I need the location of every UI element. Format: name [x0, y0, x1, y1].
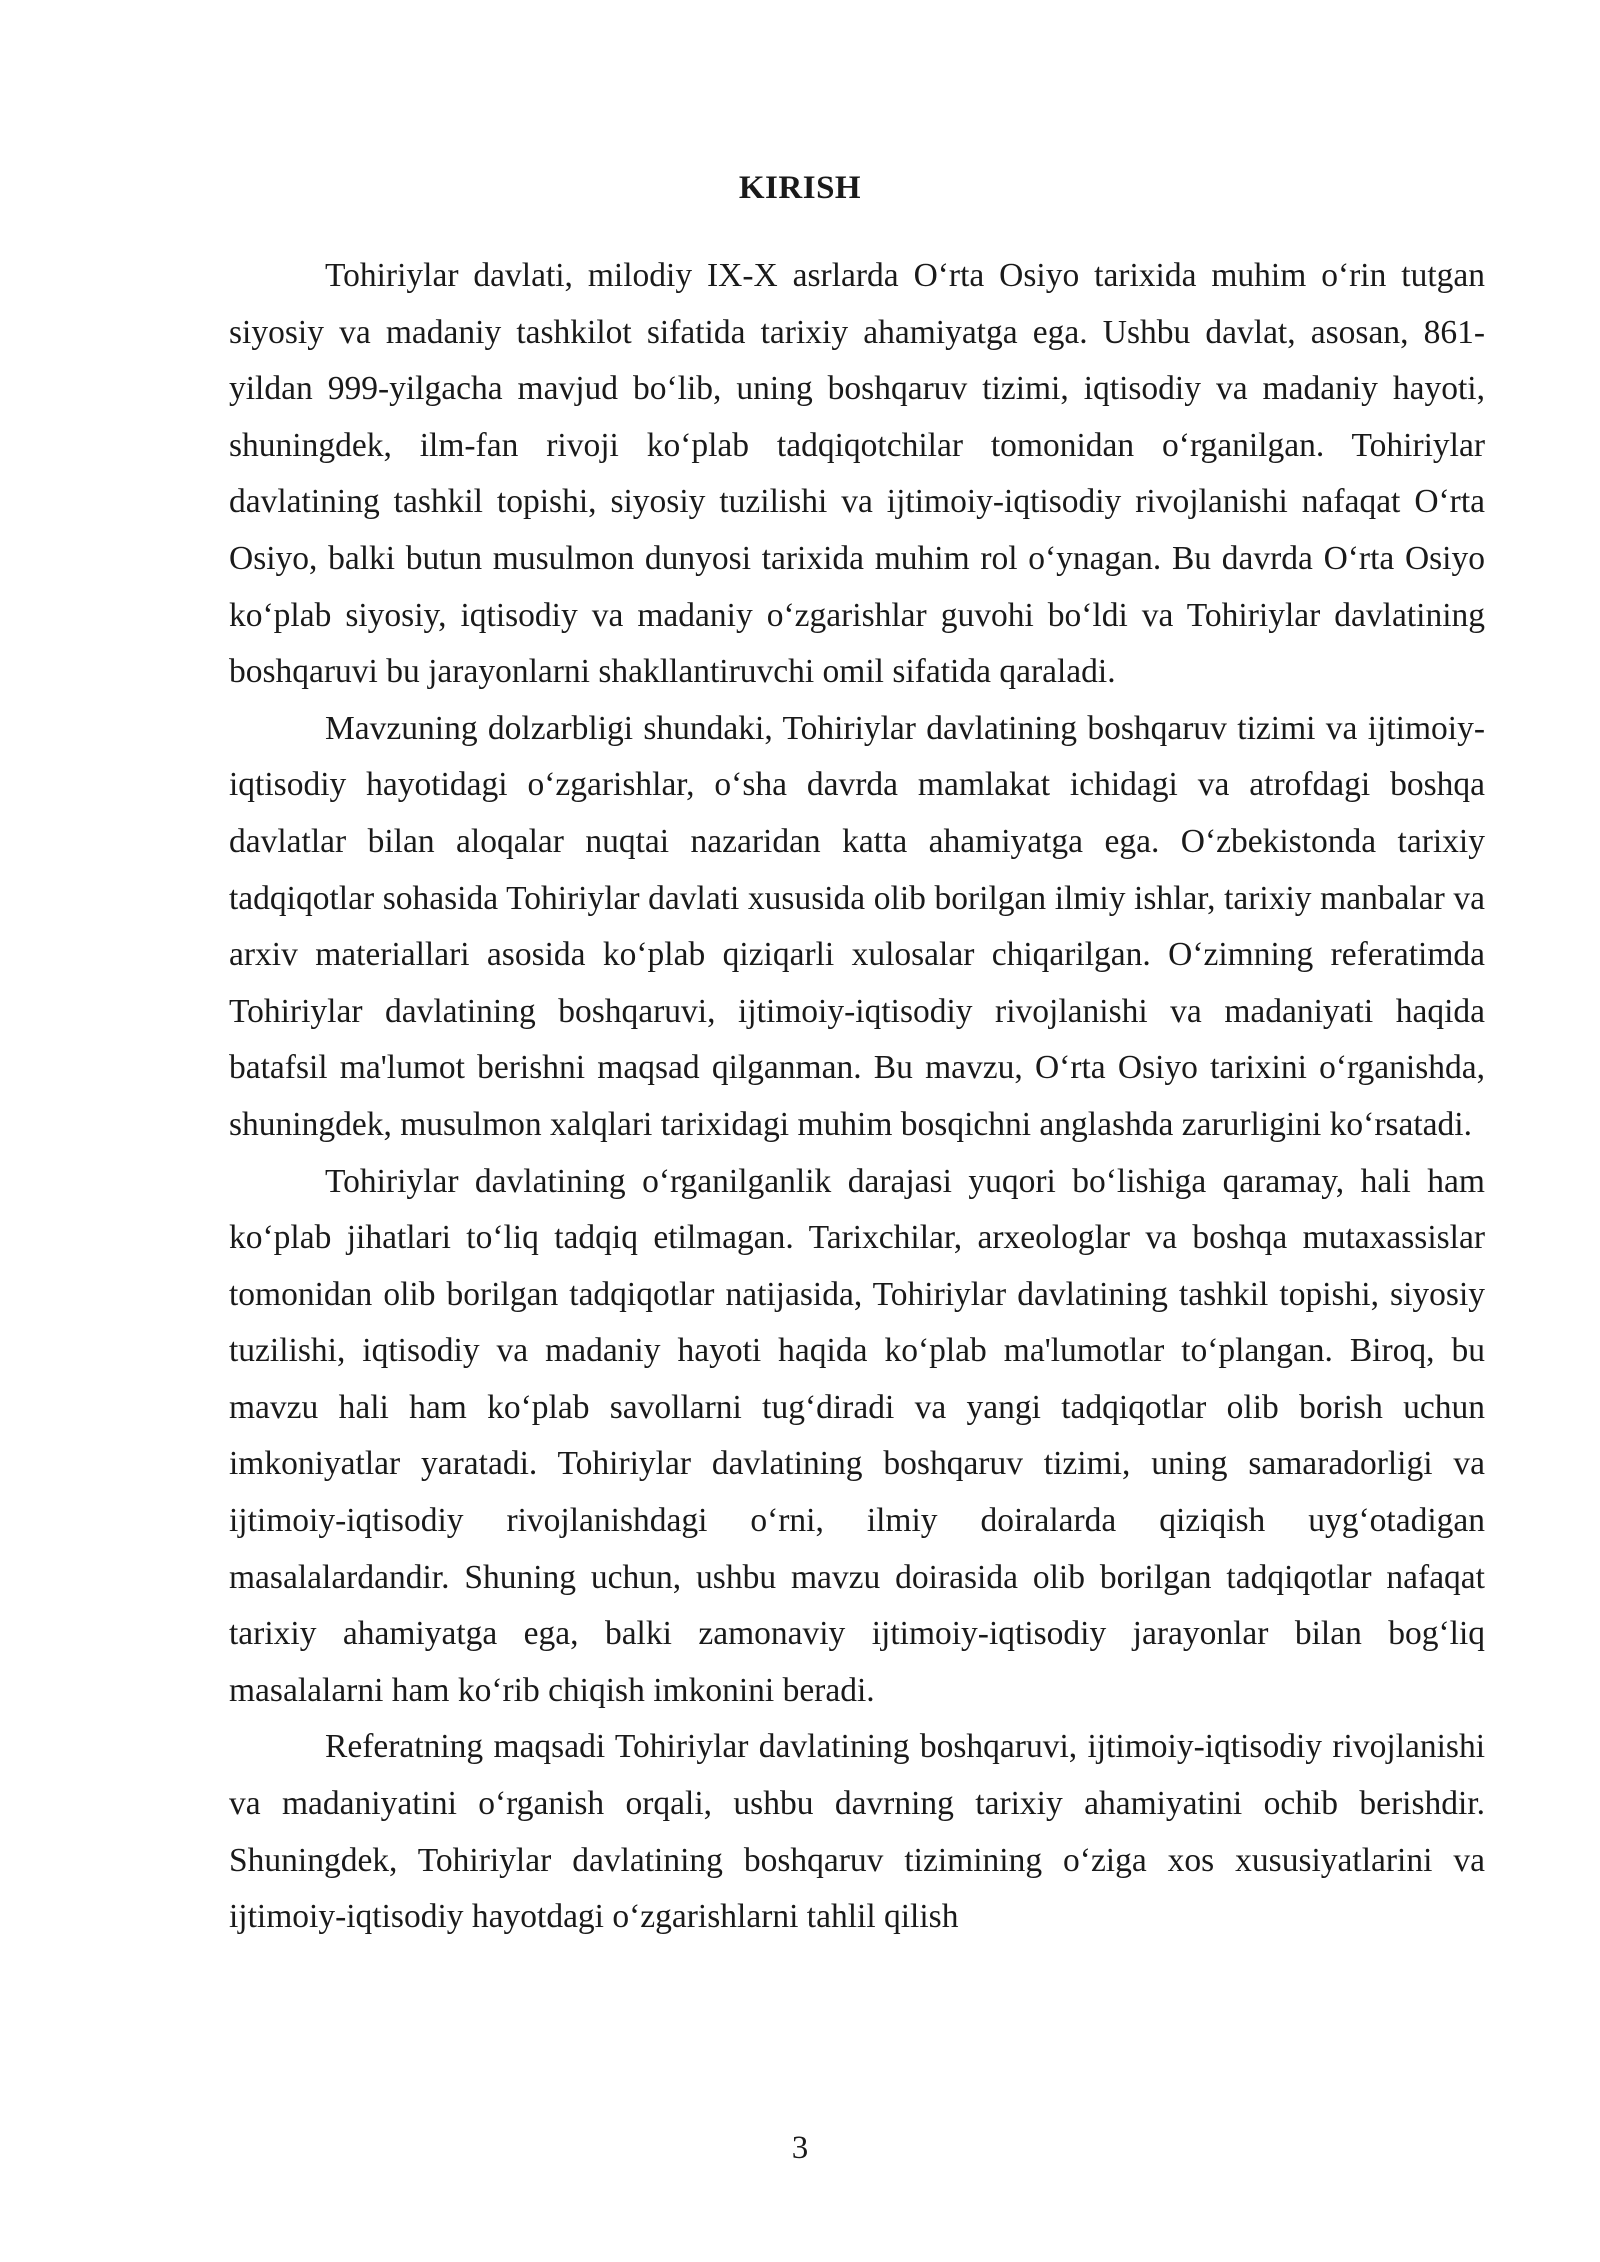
body-text — [229, 248, 1485, 1946]
section-title: KIRISH — [738, 170, 862, 206]
paragraph-1: Tohiriylar davlati, milodiy IX-X asrlarda O‘rta Osiyo tarixida muhim o‘rin tutgan siyosiy va madaniy tashkilot sifatida tarixiy ahamiyatga ega. Ushbu davlat, asosan, 861-yildan 999-yilgacha mavjud bo‘lib, uning boshqaruv tizimi, iqtisodiy va madaniy hayoti, shuningdek, ilm-fan rivoji ko‘plab tadqiqotchilar tomonidan o‘rganilgan. Tohiriylar davlatining tashkil topishi, siyosiy tuzilishi va ijtimoiy-iqtisodiy rivojlanishi nafaqat O‘rta Osiyo, balki butun musulmon dunyosi tarixida muhim rol o‘ynagan. Bu davrda O‘rta Osiyo ko‘plab siyosiy, iqtisodiy va madaniy o‘zgarishlar guvohi bo‘ldi va Tohiriylar davlatining boshqaruvi bu jarayonlarni shakllantiruvchi omil sifatida qaraladi. — [229, 257, 1485, 691]
paragraph-4: Referatning maqsadi Tohiriylar davlatining boshqaruvi, ijtimoiy-iqtisodiy rivojlanishi va madaniyatini o‘rganish orqali, ushbu davrning tarixiy ahamiyatini ochib berishdir. Shuningdek, Tohiriylar davlatining boshqaruv tizimining o‘ziga xos xususiyatlarini va ijtimoiy-iqtisodiy hayotdagi o‘zgarishlarni tahlil qilish — [229, 1728, 1485, 1936]
paragraph-2: Mavzuning dolzarbligi shundaki, Tohiriylar davlatining boshqaruv tizimi va ijtimoiy-iqtisodiy hayotidagi o‘zgarishlar, o‘sha davrda mamlakat ichidagi va atrofdagi boshqa davlatlar bilan aloqalar nuqtai nazaridan katta ahamiyatga ega. O‘zbekistonda tarixiy tadqiqotlar sohasida Tohiriylar davlati xususida olib borilgan ilmiy ishlar, tarixiy manbalar va arxiv materiallari asosida ko‘plab qiziqarli xulosalar chiqarilgan. O‘zimning referatimda Tohiriylar davlatining boshqaruvi, ijtimoiy-iqtisodiy rivojlanishi va madaniyati haqida batafsil ma'lumot berishni maqsad qilganman. Bu mavzu, O‘rta Osiyo tarixini o‘rganishda, shuningdek, musulmon xalqlari tarixidagi muhim bosqichni anglashda zarurligini ko‘rsatadi. — [229, 709, 1485, 1143]
page-number: 3 — [791, 2130, 809, 2166]
paragraph-3: Tohiriylar davlatining o‘rganilganlik darajasi yuqori bo‘lishiga qaramay, hali ham ko‘plab jihatlari to‘liq tadqiq etilmagan. Tarixchilar, arxeologlar va boshqa mutaxassislar tomonidan olib borilgan tadqiqotlar natijasida, Tohiriylar davlatining tashkil topishi, siyosiy tuzilishi, iqtisodiy va madaniy hayoti haqida ko‘plab ma'lumotlar to‘plangan. Biroq, bu mavzu hali ham ko‘plab savollarni tug‘diradi va yangi tadqiqotlar olib borish uchun imkoniyatlar yaratadi. Tohiriylar davlatining boshqaruv tizimi, uning samaradorligi va ijtimoiy-iqtisodiy rivojlanishdagi o‘rni, ilmiy doiralarda qiziqish uyg‘otadigan masalalardandir. Shuning uchun, ushbu mavzu doirasida olib borilgan tadqiqotlar nafaqat tarixiy ahamiyatga ega, balki zamonaviy ijtimoiy-iqtisodiy jarayonlar bilan bog‘liq masalalarni ham ko‘rib chiqish imkonini beradi. — [229, 1162, 1485, 1709]
